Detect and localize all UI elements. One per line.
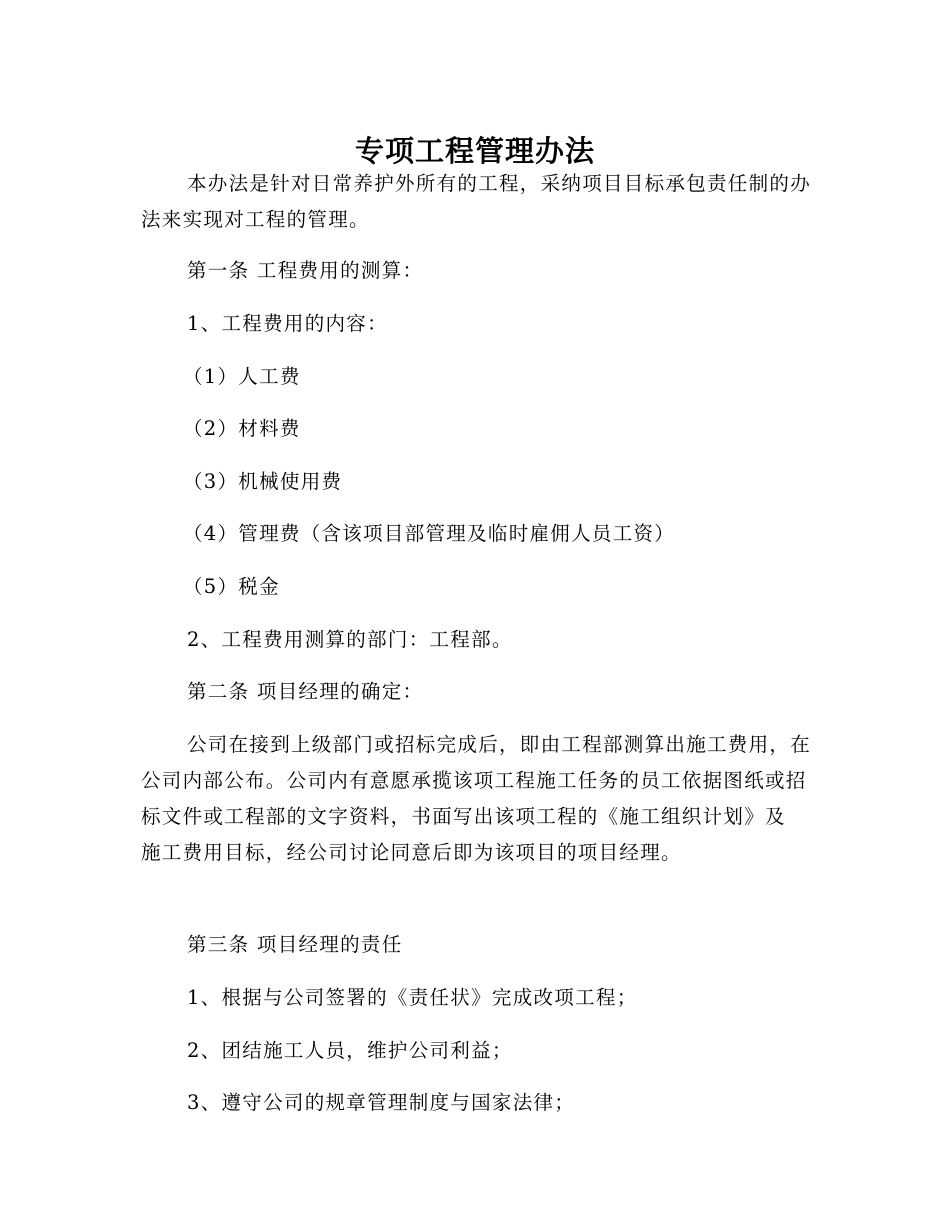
article-2-body: 公司在接到上级部门或招标完成后，即由工程部测算出施工费用，在公司内部公布。公司内有意愿承揽该项工程施工任务的员工依据图纸或招标文件或工程部的文字资料，书面写出该项工程的《施工组织计划》及 施工费用目标，经公司讨论同意后即为该项目的项目经理。 bbox=[141, 733, 812, 864]
document-title: 专项工程管理办法 bbox=[354, 134, 595, 169]
article-2-heading: 第二条 项目经理的确定： bbox=[187, 680, 424, 703]
cost-item-labor: （1）人工费 bbox=[183, 365, 301, 388]
cost-item-management: （4）管理费（含该项目部管理及临时雇佣人员工资） bbox=[183, 522, 676, 545]
intro-paragraph: 本办法是针对日常养护外所有的工程，采纳项目目标承包责任制的办法来实现对工程的管理。 bbox=[141, 172, 812, 231]
article-3-heading: 第三条 项目经理的责任 bbox=[187, 933, 403, 956]
article-3-item-3: 3、遵守公司的规章管理制度与国家法律； bbox=[187, 1091, 576, 1114]
article-3-item-2: 2、团结施工人员，维护公司利益； bbox=[187, 1039, 513, 1062]
article-1-item-1: 1、工程费用的内容： bbox=[187, 312, 388, 335]
cost-item-tax: （5）税金 bbox=[183, 575, 280, 598]
article-3-item-1: 1、根据与公司签署的《责任状》完成改项工程； bbox=[187, 986, 638, 1009]
cost-item-materials: （2）材料费 bbox=[183, 417, 301, 440]
article-1-item-2: 2、工程费用测算的部门：工程部。 bbox=[187, 628, 513, 651]
cost-item-machinery: （3）机械使用费 bbox=[183, 470, 343, 493]
article-1-heading: 第一条 工程费用的测算： bbox=[187, 259, 424, 282]
